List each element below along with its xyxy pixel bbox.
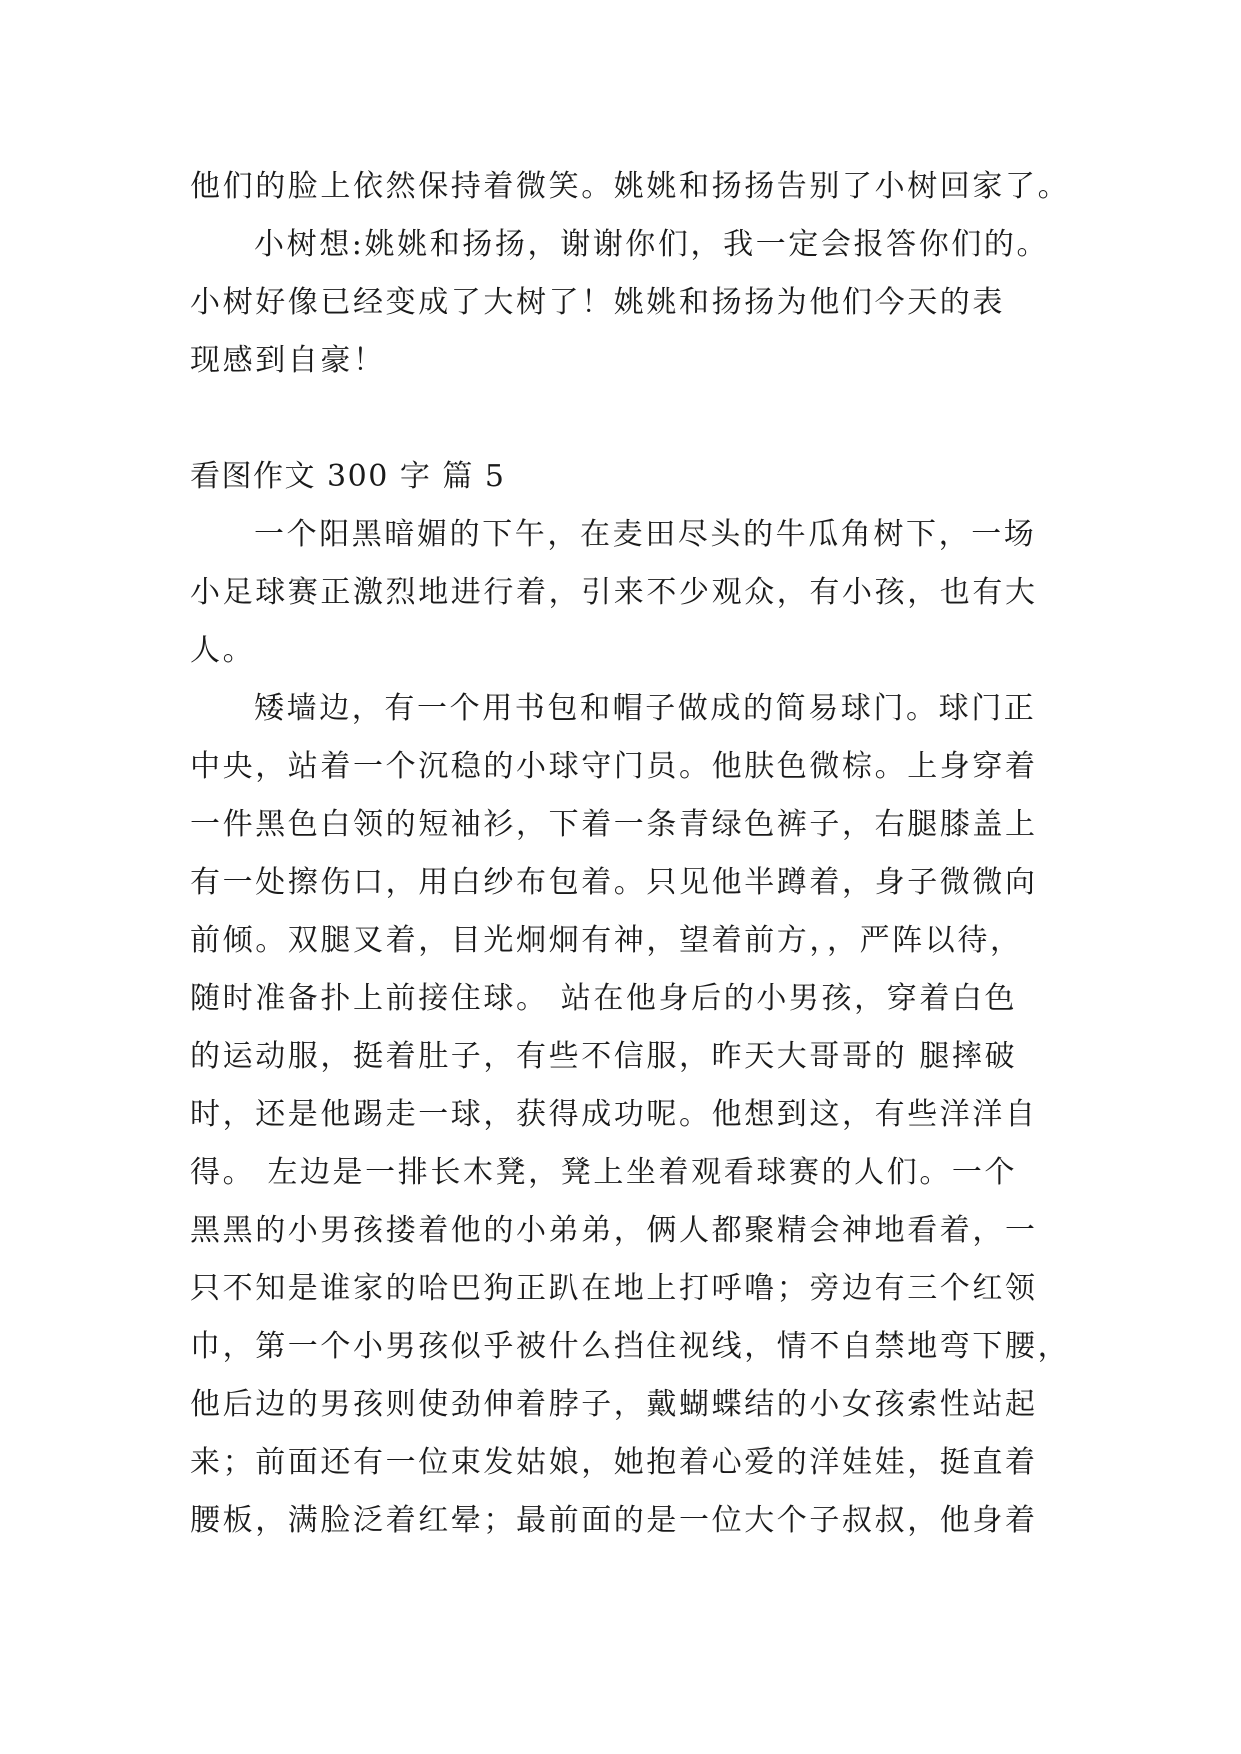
text-line: 现感到自豪！ <box>190 343 386 378</box>
text-line: 中央，站着一个沉稳的小球守门员。他肤色微棕。上身穿着 <box>190 749 1038 784</box>
text-line: 的运动服，挺着肚子，有些不信服，昨天大哥哥的 腿摔破 <box>190 1039 1018 1074</box>
text-line: 小树想:姚姚和扬扬，谢谢你们，我一定会报答你们的。 <box>254 227 1050 262</box>
text-line: 人。 <box>190 633 256 668</box>
text-line: 他后边的男孩则使劲伸着脖子，戴蝴蝶结的小女孩索性站起 <box>190 1387 1038 1422</box>
paragraph-4 <box>190 680 1070 1550</box>
text-line: 一件黑色白领的短袖衫，下着一条青绿色裤子，右腿膝盖上 <box>190 807 1038 842</box>
text-line: 黑黑的小男孩搂着他的小弟弟，俩人都聚精会神地看着，一 <box>190 1213 1038 1248</box>
text-line: 时，还是他踢走一球，获得成功呢。他想到这，有些洋洋自 <box>190 1097 1038 1132</box>
text-line: 得。 左边是一排长木凳，凳上坐着观看球赛的人们。一个 <box>190 1155 1018 1190</box>
text-line: 有一处擦伤口，用白纱布包着。只见他半蹲着，身子微微向 <box>190 865 1038 900</box>
text-line: 矮墙边，有一个用书包和帽子做成的简易球门。球门正 <box>254 691 1037 726</box>
text-line: 腰板，满脸泛着红晕；最前面的是一位大个子叔叔，他身着 <box>190 1503 1038 1538</box>
text-line: 巾，第一个小男孩似乎被什么挡住视线，情不自禁地弯下腰， <box>190 1329 1071 1364</box>
paragraph-2 <box>190 216 1070 390</box>
text-line: 来；前面还有一位束发姑娘，她抱着心爱的洋娃娃，挺直着 <box>190 1445 1038 1480</box>
paragraph-3 <box>190 506 1070 680</box>
text-line: 一个阳黑暗媚的下午，在麦田尽头的牛瓜角树下，一场 <box>254 517 1037 552</box>
text-line: 他们的脸上依然保持着微笑。姚姚和扬扬告别了小树回家了。 <box>190 169 1071 204</box>
text-line: 只不知是谁家的哈巴狗正趴在地上打呼噜；旁边有三个红领 <box>190 1271 1038 1306</box>
text-line: 前倾。双腿叉着，目光炯炯有神，望着前方，，严阵以待， <box>190 923 1023 958</box>
text-line: 小足球赛正激烈地进行着，引来不少观众，有小孩，也有大 <box>190 575 1038 610</box>
text-line: 小树好像已经变成了大树了！姚姚和扬扬为他们今天的表 <box>190 285 1005 320</box>
paragraph-1 <box>190 158 1070 216</box>
document-body <box>190 158 1070 1550</box>
text-line: 随时准备扑上前接住球。 站在他身后的小男孩，穿着白色 <box>190 981 1018 1016</box>
section-heading: 看图作文 300 字 篇 5 <box>190 459 506 494</box>
